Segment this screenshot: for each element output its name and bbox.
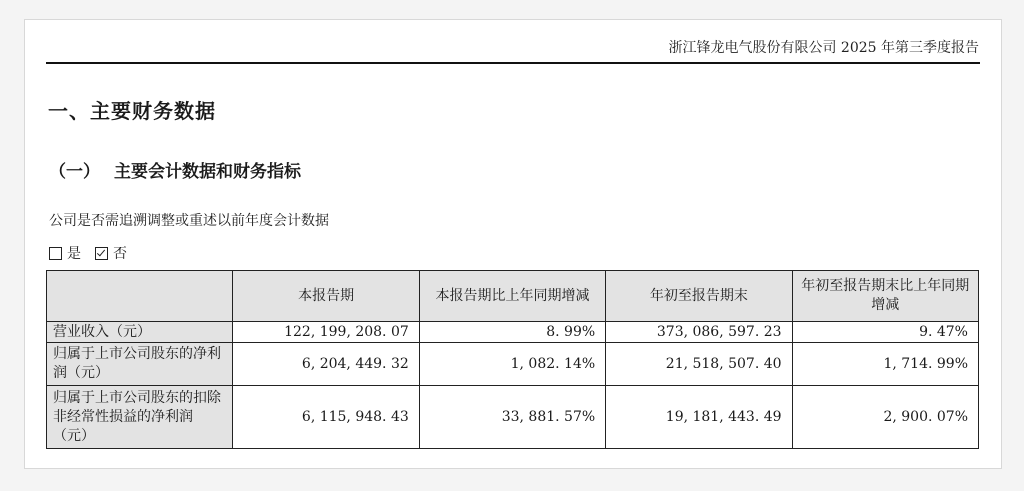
table-cell: 33, 881. 57% bbox=[419, 386, 605, 449]
restatement-options bbox=[49, 243, 127, 263]
subsection-heading bbox=[49, 157, 301, 182]
table-header-row bbox=[47, 271, 979, 322]
subsection-title: 主要会计数据和财务指标 bbox=[114, 162, 301, 182]
header-cell-blank bbox=[47, 271, 233, 322]
header-divider bbox=[46, 62, 980, 64]
table-cell: 1, 082. 14% bbox=[419, 343, 605, 386]
checkbox-yes[interactable] bbox=[49, 247, 62, 260]
report-page bbox=[24, 19, 1002, 469]
section-title: 一、主要财务数据 bbox=[48, 99, 216, 123]
restatement-question: 公司是否需追溯调整或重述以前年度会计数据 bbox=[49, 213, 329, 229]
table-cell: 9. 47% bbox=[792, 322, 978, 343]
header-cell-current-period: 本报告期 bbox=[233, 271, 419, 322]
table-cell: 122, 199, 208. 07 bbox=[233, 322, 419, 343]
row-label: 营业收入（元） bbox=[47, 322, 233, 343]
table-cell: 373, 086, 597. 23 bbox=[606, 322, 792, 343]
table-cell: 19, 181, 443. 49 bbox=[606, 386, 792, 449]
table-row bbox=[47, 343, 979, 386]
header-cell-current-change: 本报告期比上年同期增减 bbox=[419, 271, 605, 322]
header-cell-ytd: 年初至报告期末 bbox=[606, 271, 792, 322]
table-row bbox=[47, 386, 979, 449]
table-cell: 21, 518, 507. 40 bbox=[606, 343, 792, 386]
table-cell: 8. 99% bbox=[419, 322, 605, 343]
header-cell-ytd-change: 年初至报告期末比上年同期增减 bbox=[792, 271, 978, 322]
subsection-number: （一） bbox=[49, 162, 100, 182]
checkbox-no[interactable] bbox=[95, 247, 108, 260]
table-cell: 1, 714. 99% bbox=[792, 343, 978, 386]
table-row bbox=[47, 322, 979, 343]
table-cell: 6, 204, 449. 32 bbox=[233, 343, 419, 386]
row-label: 归属于上市公司股东的净利润（元） bbox=[47, 343, 233, 386]
option-no-label: 否 bbox=[113, 246, 127, 262]
report-header: 浙江锋龙电气股份有限公司 2025 年第三季度报告 bbox=[668, 40, 979, 56]
row-label: 归属于上市公司股东的扣除非经常性损益的净利润（元） bbox=[47, 386, 233, 449]
option-yes-label: 是 bbox=[67, 246, 81, 262]
financial-data-table bbox=[46, 270, 979, 449]
table-cell: 6, 115, 948. 43 bbox=[233, 386, 419, 449]
table-cell: 2, 900. 07% bbox=[792, 386, 978, 449]
